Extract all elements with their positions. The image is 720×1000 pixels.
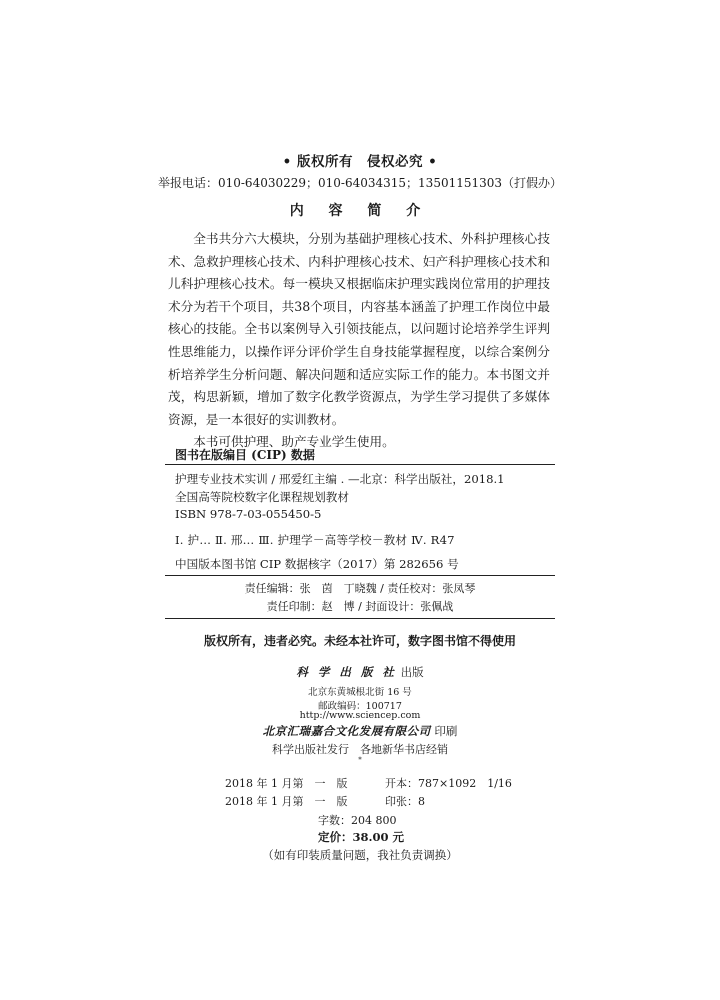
star-mark: * [358, 756, 362, 764]
publisher-suffix: 出版 [400, 665, 424, 679]
printer-line [0, 723, 720, 739]
printer-name: 北京汇瑞嘉合文化发展有限公司 [262, 724, 431, 738]
summary-paragraph: 全书共分六大模块，分别为基础护理核心技术、外科护理核心技术、急救护理核心技术、内科护理核心技术、妇产科护理核心技术和儿科护理核心技术。每一模块又根据临床护理实践岗位常用的护理技术分为若干个项目，共38个项目，内容基本涵盖了护理工作岗位中最核心的技能。全书以案例导入引领技能点，以问题讨论培养学生评判性思维能力，以操作评分评价学生自身技能掌握程度，以综合案例分析培养学生分析问题、解决问题和适应实际工作的能力。本书图文并茂，构思新颖，增加了数字化教学资源点，为学生学习提供了多媒体资源，是一本很好的实训教材。 [168, 231, 550, 427]
cip-bottom-rule [165, 575, 555, 576]
cip-line-record-number: 中国版本图书馆 CIP 数据核字（2017）第 282656 号 [175, 557, 459, 571]
publisher-name: 科 学 出 版 社 [296, 665, 397, 679]
exchange-note: （如有印装质量问题，我社负责调换） [262, 848, 458, 862]
distribution: 科学出版社发行 各地新华书店经销 [272, 743, 448, 756]
publisher-address: 北京东黄城根北街 16 号 [308, 687, 412, 698]
edition-row-1 [225, 775, 512, 791]
copyright-heading: • 版权所有 侵权必究 • [282, 154, 438, 170]
print-sheets: 印张：8 [385, 795, 425, 808]
cip-line-series: 全国高等院校数字化课程规划教材 [175, 490, 349, 504]
printer-suffix: 印刷 [434, 724, 458, 738]
report-phone: 举报电话：010-64030229；010-64034315；13501151303（打假办） [157, 176, 563, 190]
credits-line-1: 责任编辑：张 茵 丁晓魏 / 责任校对：张凤琴 [244, 582, 476, 595]
price-value: 38.00 元 [352, 830, 405, 844]
cip-line-title: 护理专业技术实训 / 邢爱红主编 . —北京：科学出版社，2018.1 [175, 472, 505, 486]
publisher-postcode: 邮政编码：100717 [318, 701, 402, 712]
first-edition: 2018 年 1 月第 一 版 [225, 777, 348, 790]
word-count: 字数：204 800 [318, 814, 397, 827]
summary-title: 内 容 简 介 [289, 203, 431, 219]
price [318, 829, 404, 845]
publisher-line [0, 664, 720, 680]
credits-bottom-rule [165, 618, 555, 619]
cip-line-classification: Ⅰ. 护… Ⅱ. 邢… Ⅲ. 护理学－高等学校－教材 Ⅳ. R47 [175, 533, 455, 547]
summary-paragraph: 本书可供护理、助产专业学生使用。 [193, 434, 395, 450]
credits-line-2: 责任印制：赵 博 / 封面设计：张佩战 [266, 600, 454, 613]
cip-label: 图书在版编目 (CIP) 数据 [175, 448, 315, 462]
page-format: 开本：787×1092 1/16 [385, 777, 512, 790]
price-label: 定价： [318, 830, 353, 844]
edition-row-2 [225, 793, 425, 809]
first-printing: 2018 年 1 月第 一 版 [225, 795, 348, 808]
publisher-website: http://www.sciencep.com [299, 710, 421, 721]
cip-top-rule [165, 464, 555, 465]
summary-body [168, 228, 550, 454]
cip-line-isbn: ISBN 978-7-03-055450-5 [175, 507, 322, 521]
rights-note: 版权所有，违者必究。未经本社许可，数字图书馆不得使用 [203, 634, 516, 648]
